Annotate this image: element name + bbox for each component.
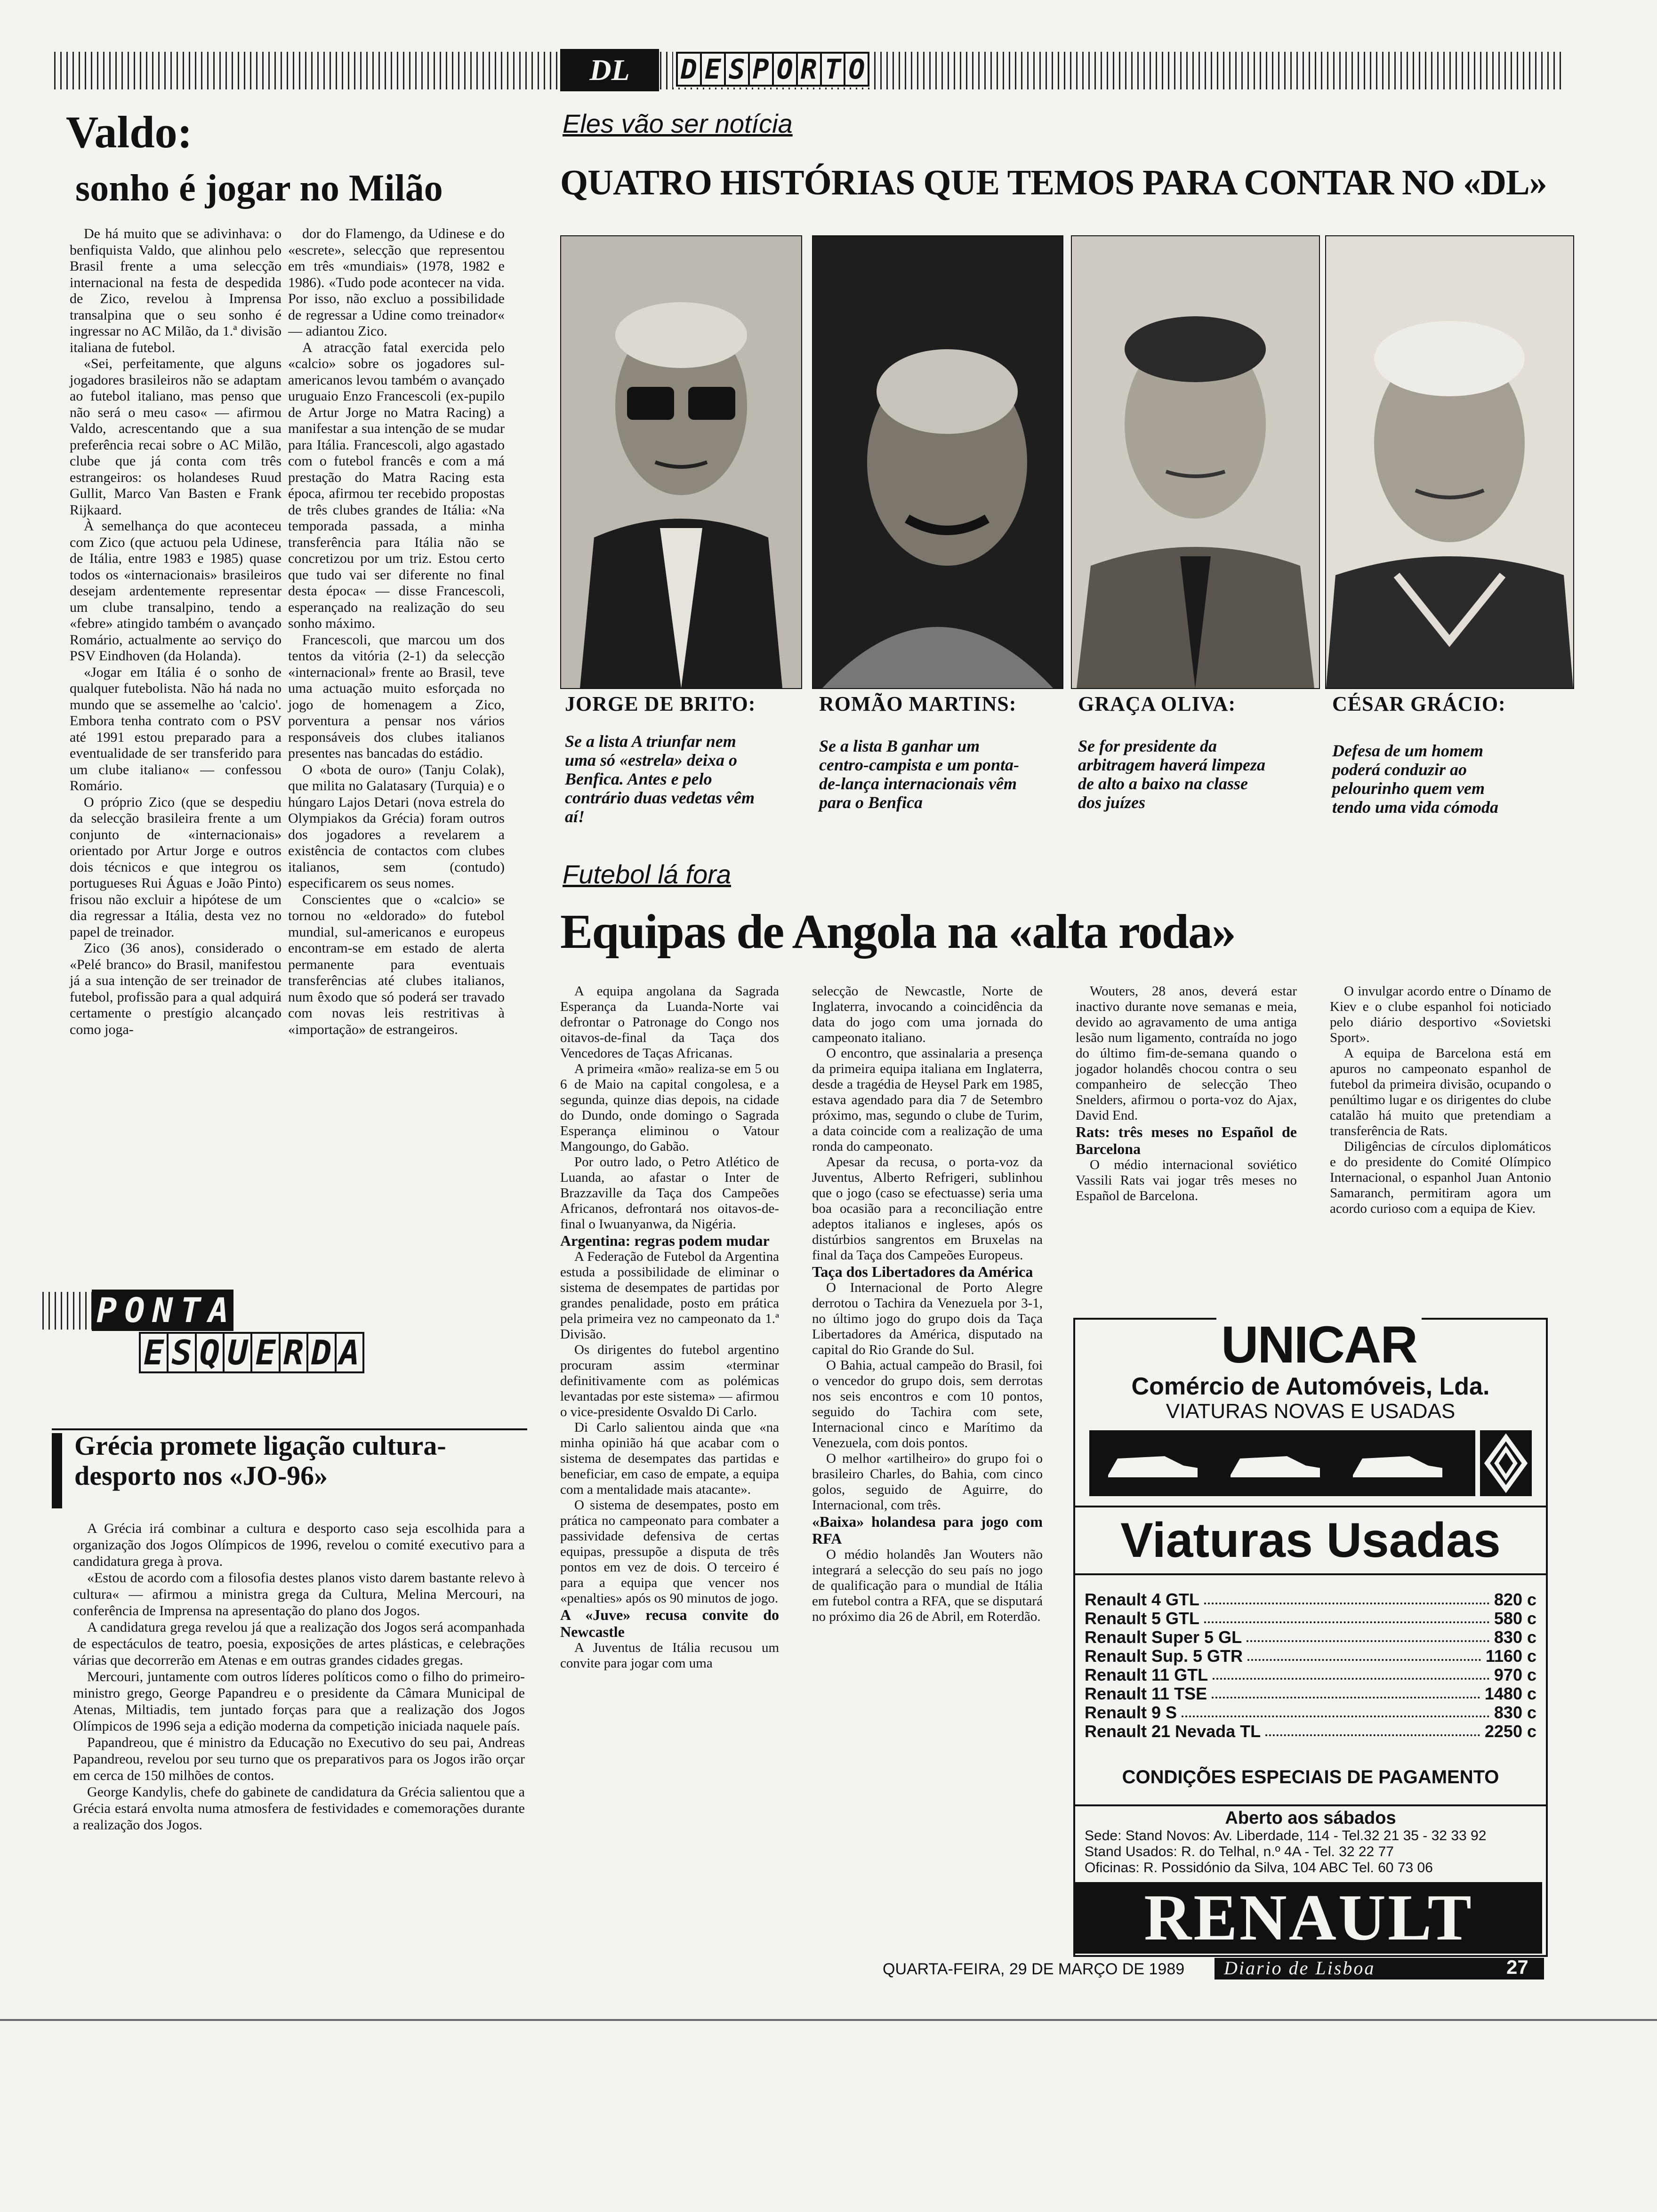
- paragraph: O médio holandês Jan Wouters não integrará a selecção do seu país no jogo de qualificação para o mundial de Itália em futebol contra a RFA, que se disputará no próximo dia 26 de Abril, em Roterdão.: [812, 1547, 1043, 1624]
- boxed-letter: O: [844, 52, 869, 87]
- paragraph: A Grécia irá combinar a cultura e desporto caso seja escolhida para a organização dos Jogos Olímpicos de 1996, revelou o comité executivo para a candidatura grega à prova.: [73, 1521, 525, 1569]
- price: 830 c: [1494, 1703, 1536, 1722]
- paragraph: Diligências de círculos diplomáticos e do presidente do Comité Olímpico Internacional, o espanhol Juan Antonio Samaranch, permitiram agora um acordo curioso com a equipa de Kiev.: [1330, 1139, 1551, 1216]
- paragraph: George Kandylis, chefe do gabinete de candidatura da Grécia salientou que a Grécia estará envolta numa atmosfera de festividades e comemorações durante a realização dos Jogos.: [73, 1784, 525, 1833]
- angola-headline: Equipas de Angola na «alta roda»: [560, 905, 1235, 959]
- model-name: Renault 11 GTL: [1085, 1665, 1208, 1684]
- boxed-letter: T: [820, 52, 846, 87]
- address-line: Oficinas: R. Possidónio da Silva, 104 ABC Tel. 60 73 06: [1085, 1860, 1433, 1875]
- model-name: Renault Sup. 5 GTR: [1085, 1646, 1243, 1666]
- price: 580 c: [1494, 1609, 1536, 1628]
- dot-leader: [1204, 1609, 1489, 1623]
- paragraph: O médio internacional soviético Vassili Rats vai jogar três meses no Español de Barcelona.: [1076, 1157, 1297, 1203]
- ponta-hatch: [42, 1292, 94, 1330]
- ad-price-list: [1085, 1590, 1536, 1741]
- photo-jorge-de-brito: [560, 235, 802, 689]
- paragraph: A candidatura grega revelou já que a realização dos Jogos será acompanhada de espectáculos de teatro, poesia, exposições de artes plásticas, e celebrações várias que decorrerão em Atenas e em outras grandes cidades gregas.: [73, 1619, 525, 1668]
- paragraph: selecção de Newcastle, Norte de Inglaterra, invocando a coincidência da data do jogo com uma jornada do campeonato italiano.: [812, 984, 1043, 1045]
- ad-tagline: VIATURAS NOVAS E USADAS: [1166, 1400, 1456, 1423]
- paragraph: O encontro, que assinalaria a presença da primeira equipa italiana em Inglaterra, desde a tragédia de Heysel Park em 1985, estava agendado para dia 7 de Setembro próximo, mas, segundo o clube de Turim, a data coincide com a realização de uma ronda do campeonato.: [812, 1046, 1043, 1154]
- dot-leader: [1247, 1647, 1481, 1661]
- paragraph: A primeira «mão» realiza-se em 5 ou 6 de Maio na capital congolesa, e a segunda, quinze dias depois, na cidade do Dundo, onde domingo o Sagrada Esperança eliminou o Vatour Mangoungo, do Gabão.: [560, 1061, 779, 1154]
- paragraph: O Internacional de Porto Alegre derrotou o Tachira da Venezuela por 3-1, no último jogo do grupo dois da Taça Libertadores da América, disputado na capital do Rio Grande do Sul.: [812, 1280, 1043, 1357]
- boxed-letter: D: [676, 52, 702, 87]
- paragraph: O invulgar acordo entre o Dínamo de Kiev e o clube espanhol foi noticiado pelo diário desportivo «Sovietski Sport».: [1330, 984, 1551, 1045]
- paragraph: O próprio Zico (que se despediu da selecção brasileira frente a um conjunto de «internacionais» orientado por Artur Jorge e outros dois técnicos e que integrou os portugueses Rui Águas e João Pinto) frisou não excluir a hipótese de um dia regressar a Itália, desta vez no papel de treinador.: [70, 794, 282, 940]
- dot-leader: [1265, 1722, 1480, 1736]
- valdo-title-line1: Valdo:: [66, 107, 193, 157]
- boxed-letter: Q: [195, 1332, 225, 1373]
- paragraph: Por outro lado, o Petro Atlético de Luanda, ao afastar o Inter de Brazzaville da Taça dos Campeões Africanos, defrontará nos oitavos-de-final o Iwuanyanwa, da Nigéria.: [560, 1154, 779, 1232]
- paragraph: Zico (36 anos), considerado o «Pelé branco» do Brasil, manifestou já a sua intenção de ser treinador de futebol, profissão para a qual adquirá certamente o prestígio alcançado como joga-: [70, 940, 282, 1037]
- boxed-letter: T: [176, 1290, 205, 1331]
- paragraph: A Juventus de Itália recusou um convite para jogar com uma: [560, 1640, 779, 1671]
- boxed-letter: P: [748, 52, 774, 87]
- paragraph: O sistema de desempates, posto em prática no campeonato para combater a passividade defensiva de certas equipas, pressupõe a disputa de três pontos em vez de dois. O terceiro é para a equipa que vencer nos «penalties» após os 90 minutos de jogo.: [560, 1498, 779, 1606]
- boxed-letter: A: [335, 1332, 364, 1373]
- footer-date: QUARTA-FEIRA, 29 DE MARÇO DE 1989: [883, 1960, 1185, 1978]
- boxed-letter: S: [167, 1332, 196, 1373]
- photo-graca-oliva: [1071, 235, 1320, 689]
- angola-column-4: [1330, 984, 1551, 1217]
- paragraph: Papandreou, que é ministro da Educação no Executivo do seu pai, Andreas Papandreou, revelou por seu turno que os preparativos para os Jogos irão orçar em cerca de 150 milhões de contos.: [73, 1735, 525, 1783]
- price-row: [1085, 1628, 1536, 1647]
- dot-leader: [1212, 1684, 1480, 1699]
- esquerda-label: [139, 1332, 362, 1373]
- model-name: Renault 9 S: [1085, 1703, 1177, 1722]
- price-row: [1085, 1609, 1536, 1628]
- boxed-letter: R: [796, 52, 822, 87]
- angola-column-3: [1076, 984, 1297, 1204]
- price-row: [1085, 1684, 1536, 1703]
- person-name-3: GRAÇA OLIVA:: [1078, 692, 1236, 715]
- paragraph: «Sei, perfeitamente, que alguns jogadores brasileiros não se adaptam ao futebol italiano, mas penso que não será o meu caso« — afirmou Valdo, acrescentando que a sua preferência recai sobre o AC Milão, clube que já conta com três estrangeiros: os holandeses Ruud Gullit, Marco Van Basten e Frank Rijkaard.: [70, 356, 282, 518]
- dot-leader: [1213, 1666, 1489, 1680]
- renault-diamond-icon: [1480, 1430, 1532, 1496]
- ad-logo: RENAULT: [1075, 1882, 1542, 1954]
- valdo-title-line2: sonho é jogar no Milão: [75, 168, 443, 209]
- price: 1480 c: [1484, 1684, 1536, 1703]
- person-quote-3: Se for presidente da arbitragem haverá limpeza de alto a baixo na classe dos juízes: [1078, 737, 1265, 812]
- footer-page: 27: [1506, 1956, 1528, 1978]
- model-name: Renault 11 TSE: [1085, 1684, 1207, 1703]
- model-name: Renault 21 Nevada TL: [1085, 1722, 1261, 1741]
- boxed-letter: P: [92, 1290, 121, 1331]
- ad-open: Aberto aos sábados: [1075, 1804, 1546, 1828]
- ad-company: Comércio de Automóveis, Lda.: [1131, 1373, 1490, 1400]
- ad-cars-strip: [1089, 1430, 1475, 1496]
- person-quote-2: Se a lista B ganhar um centro-campista e um ponta-de-lança internacionais vêm para o Benfica: [819, 737, 1019, 812]
- paragraph: Wouters, 28 anos, deverá estar inactivo durante nove semanas e meia, devido ao agravamento de uma antiga lesão num ligamento, contraída no jogo do último fim-de-semana quando o jogador holandês chocou contra o seu companheiro de selecção Theo Snelders, afirmou o porta-voz do Ajax, David End.: [1076, 984, 1297, 1123]
- boxed-letter: D: [306, 1332, 336, 1373]
- section-title: [673, 52, 870, 88]
- price: 970 c: [1494, 1665, 1536, 1684]
- paragraph: A equipa angolana da Sagrada Esperança da Luanda-Norte vai defrontar o Patronage do Congo nos oitavos-de-final da Taça dos Vencedores de Taças Africanas.: [560, 984, 779, 1061]
- model-name: Renault Super 5 GL: [1085, 1627, 1242, 1647]
- boxed-letter: E: [700, 52, 726, 87]
- bottom-rule: [0, 2019, 1657, 2021]
- header-logo: DL: [560, 49, 659, 91]
- ad-banner: Viaturas Usadas: [1075, 1506, 1546, 1575]
- subheading: A «Juve» recusa convite do Newcastle: [560, 1606, 779, 1640]
- model-name: Renault 5 GTL: [1085, 1609, 1200, 1628]
- grecia-bar: [52, 1433, 62, 1508]
- paragraph: dor do Flamengo, da Udinese e do «escrete», selecção que representou em três «mundiais» (1978, 1982 e 1986). «Tudo pode acontecer na vida. Por isso, não excluo a possibilidade de regressar a Udine como treinador« — adiantou Zico.: [288, 226, 505, 339]
- paragraph: Apesar da recusa, o porta-voz da Juventus, Alberto Refrigeri, sublinhou que o jogo (caso se efectuasse) seria uma boa ocasião para a reconciliação entre adeptos italianos e ingleses, após os distúrbios sangrentos em Bruxelas na final da Taça dos Campeões Europeus.: [812, 1154, 1043, 1263]
- address-line: Stand Usados: R. do Telhal, n.º 4A - Tel. 32 22 77: [1085, 1844, 1394, 1859]
- price: 830 c: [1494, 1627, 1536, 1647]
- paragraph: O «bota de ouro» (Tanju Colak), que milita no Galatasary (Turquia) e o húngaro Lajos Detari (nova estrela do Olympiakos da Grécia) foram outros dos jogadores a revelarem a existência de contactos com clubes italianos, sem (contudo) especificarem os seus nomes.: [288, 761, 505, 891]
- subheading: Argentina: regras podem mudar: [560, 1232, 770, 1249]
- price-row: [1085, 1722, 1536, 1741]
- boxed-letter: O: [772, 52, 798, 87]
- person-quote-1: Se a lista A triunfar nem uma só «estrela» deixa o Benfica. Antes e pelo contrário duas vedetas vêm aí!: [565, 732, 755, 826]
- ad-brand: UNICAR: [1216, 1315, 1422, 1375]
- ad-conditions: CONDIÇÕES ESPECIAIS DE PAGAMENTO: [1122, 1767, 1499, 1787]
- person-name-2: ROMÃO MARTINS:: [819, 692, 1017, 715]
- paragraph: O Bahia, actual campeão do Brasil, foi o vencedor do grupo dois, sem derrotas nos seis encontros e com 10 pontos, seguido do Tachira com sete, Internacional cinco e Marítimo da Venezuela, com dois pontos.: [812, 1358, 1043, 1451]
- valdo-column-1: [70, 226, 282, 1038]
- price: 820 c: [1494, 1590, 1536, 1609]
- price: 1160 c: [1485, 1646, 1536, 1666]
- boxed-letter: A: [203, 1290, 233, 1331]
- price-row: [1085, 1590, 1536, 1609]
- boxed-letter: E: [250, 1332, 280, 1373]
- boxed-letter: U: [223, 1332, 252, 1373]
- angola-column-1: [560, 984, 779, 1671]
- footer-paper: Diario de Lisboa: [1224, 1957, 1375, 1979]
- paragraph: À semelhança do que aconteceu com Zico (que actuou pela Udinese, de Itália, entre 1983 e 1985) quase todos os «internacionais» brasileiros desejam ardentemente representar um clube transalpino, tendo a «febre» atingido também o avançado Romário, actualmente ao serviço do PSV Eindhoven (da Holanda).: [70, 518, 282, 664]
- paragraph: A Federação de Futebol da Argentina estuda a possibilidade de eliminar o sistema de desempates de partidas por grandes penalidade, posto em prática pela primeira vez no campeonato da 1.ª Divisão.: [560, 1249, 779, 1342]
- ponta-label: [92, 1290, 232, 1331]
- price: 2250 c: [1484, 1722, 1536, 1741]
- boxed-letter: N: [148, 1290, 177, 1331]
- paragraph: «Jogar em Itália é o sonho de qualquer futebolista. Não há nada no mundo que se assemelhe ao 'calcio'. Embora tenha contrato com o PSV até 1991 estou preparado para a eventualidade de ser transferido para um clube italiano« — confessou Romário.: [70, 664, 282, 793]
- dot-leader: [1182, 1703, 1489, 1717]
- valdo-column-2: [288, 226, 505, 1038]
- price-row: [1085, 1666, 1536, 1684]
- boxed-letter: E: [139, 1332, 169, 1373]
- boxed-letter: S: [724, 52, 750, 87]
- paragraph: Di Carlo salientou ainda que «na minha opinião há que acabar com o sistema de desempates das partidas e beneficiar, em caso de empate, a equipa com a mentalidade mais atacante».: [560, 1420, 779, 1497]
- paragraph: De há muito que se adivinhava: o benfiquista Valdo, que alinhou pelo Brasil frente a uma selecção internacional na festa de despedida de Zico, revelou à Imprensa transalpina que o seu sonho é ingressar no AC Milão, da 1.ª divisão italiana de futebol.: [70, 226, 282, 355]
- paragraph: A atracção fatal exercida pelo «calcio» sobre os jogadores sul-americanos levou também o avançado uruguaio Enzo Francescoli (ex-pupilo de Artur Jorge no Matra Racing) a manifestar a sua intenção de se mudar para Itália. Francescoli, algo agastado com o futebol francês e com a má prestação do Matra Racing esta época, afirmou ter recebido propostas de três clubes grandes de Itália: «Na temporada passada, a minha transferência para Itália não se concretizou por um triz. Estou certo que tudo vai ser diferente no final desta época« — disse Francescoli, esperançado na realização do seu sonho máximo.: [288, 339, 505, 631]
- paragraph: «Estou de acordo com a filosofia destes planos visto darem bastante relevo à cultura« — afirmou a ministra grega da Cultura, Melina Mercouri, na conferência de Imprensa na apresentação do plano dos Jogos.: [73, 1570, 525, 1619]
- dot-leader: [1247, 1628, 1489, 1642]
- grecia-body: [73, 1520, 525, 1833]
- paragraph: Conscientes que o «calcio» se tornou no «eldorado» do futebol mundial, sul-americanos e europeus encontram-se em estado de alerta permanente para eventuais transferências até clubes italianos, num êxodo que só poderá ser travado com novas leis restritivas à «importação» de estrangeiros.: [288, 891, 505, 1037]
- paragraph: A equipa de Barcelona está em apuros no campeonato espanhol de futebol da primeira divisão, ocupando o penúltimo lugar e os dirigentes do clube catalão há muito que pretendiam a transferência de Rats.: [1330, 1046, 1551, 1138]
- model-name: Renault 4 GTL: [1085, 1590, 1200, 1609]
- person-name-4: CÉSAR GRÁCIO:: [1332, 692, 1506, 715]
- address-line: Sede: Stand Novos: Av. Liberdade, 114 - Tel.32 21 35 - 32 33 92: [1085, 1828, 1487, 1843]
- noticia-headline: QUATRO HISTÓRIAS QUE TEMOS PARA CONTAR NO «DL»: [560, 163, 1547, 202]
- noticia-kicker: Eles vão ser notícia: [563, 109, 793, 138]
- person-name-1: JORGE DE BRITO:: [565, 692, 756, 715]
- photo-romao-martins: [812, 235, 1063, 689]
- angola-kicker: Futebol lá fora: [563, 859, 731, 889]
- subheading: Taça dos Libertadores da América: [812, 1263, 1033, 1280]
- angola-column-2: [812, 984, 1043, 1625]
- boxed-letter: O: [120, 1290, 149, 1331]
- photo-cesar-gracio: [1325, 235, 1574, 689]
- paragraph: Francescoli, que marcou um dos tentos da vitória (2-1) da selecção «internacional» frente ao Brasil, teve uma actuação muito esforçada no jogo de homenagem a Zico, porventura a pensar nos vários responsáveis dos clubes italianos presentes nas bancadas do estádio.: [288, 632, 505, 761]
- subheading: «Baixa» holandesa para jogo com RFA: [812, 1513, 1043, 1547]
- subheading: Rats: três meses no Español de Barcelona: [1076, 1123, 1297, 1157]
- paragraph: O melhor «artilheiro» do grupo foi o brasileiro Charles, do Bahia, com cinco golos, seguido de Aguirre, do Internacional, com três.: [812, 1451, 1043, 1513]
- price-row: [1085, 1647, 1536, 1666]
- price-row: [1085, 1703, 1536, 1722]
- ad-addresses: [1085, 1828, 1536, 1876]
- grecia-title: Grécia promete ligação cultura-desporto nos «JO-96»: [74, 1430, 446, 1491]
- unicar-ad: [1073, 1318, 1548, 1957]
- person-quote-4: Defesa de um homem poderá conduzir ao pelourinho quem vem tendo uma vida cómoda: [1332, 741, 1498, 817]
- paragraph: Mercouri, juntamente com outros líderes políticos como o filho do primeiro-ministro grego, George Papandreu e o presidente da Câmara Municipal de Atenas, Miltiadis, tem juntado forças para que a realização dos Jogos Olímpicos de 1996 seja a edição moderna da competição iniciada naquele país.: [73, 1669, 525, 1734]
- dot-leader: [1204, 1590, 1489, 1604]
- boxed-letter: R: [279, 1332, 308, 1373]
- paragraph: Os dirigentes do futebol argentino procuram assim «terminar definitivamente com as polémicas levantadas por este sistema» — afirmou o vice-presidente Osvaldo Di Carlo.: [560, 1342, 779, 1419]
